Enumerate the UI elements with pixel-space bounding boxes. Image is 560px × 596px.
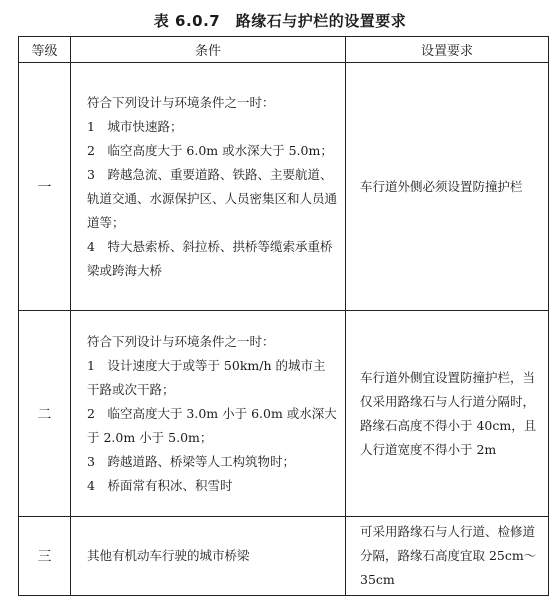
condition-item: 1 设计速度大于或等于 50km/h 的城市主干路或次干路； [87, 357, 326, 397]
condition-item: 4 桥面常有积冰、积雪时 [87, 477, 233, 493]
condition-item: 3 跨越道路、桥梁等人工构筑物时； [87, 453, 295, 469]
requirement-cell [346, 63, 549, 311]
condition-item: 1 城市快速路； [87, 118, 183, 134]
requirement-text: 车行道外侧必须设置防撞护栏 [360, 178, 523, 194]
header-grade: 等级 [19, 37, 71, 63]
requirement-text: 车行道外侧宜设置防撞护栏，当仅采用路缘石与人行道分隔时，路缘石高度不得小于 40cm，且人行道宽度不得小于 2m [360, 369, 537, 457]
header-requirements: 设置要求 [346, 37, 549, 63]
condition-item: 2 临空高度大于 6.0m 或水深大于 5.0m； [87, 142, 333, 158]
table-title: 表 6.0.7 路缘石与护栏的设置要求 [153, 12, 407, 30]
requirement-cell [346, 517, 549, 596]
conditions-cell [71, 517, 346, 596]
requirements-table [18, 36, 549, 596]
conditions-intro: 符合下列设计与环境条件之一时： [87, 333, 275, 349]
condition-item: 3 跨越急流、重要道路、铁路、主要航道、轨道交通、水源保护区、人员密集区和人员通道等； [87, 166, 338, 230]
condition-item: 2 临空高度大于 3.0m 小于 6.0m 或水深大于 2.0m 小于 5.0m； [87, 405, 337, 445]
table-row [19, 311, 549, 517]
grade-cell: 二 [19, 311, 71, 517]
conditions-intro: 符合下列设计与环境条件之一时： [87, 94, 275, 110]
header-row [19, 37, 549, 63]
header-conditions: 条件 [71, 37, 346, 63]
requirement-cell [346, 311, 549, 517]
grade-cell: 一 [19, 63, 71, 311]
grade-cell: 三 [19, 517, 71, 596]
table-row [19, 517, 549, 596]
condition-item: 4 特大悬索桥、斜拉桥、拱桥等缆索承重桥梁或跨海大桥 [87, 238, 333, 278]
conditions-cell [71, 311, 346, 517]
requirement-text: 可采用路缘石与人行道、检修道分隔，路缘石高度宜取 25cm～35cm [360, 524, 537, 587]
conditions-cell [71, 63, 346, 311]
table-row [19, 63, 549, 311]
condition-item: 其他有机动车行驶的城市桥梁 [87, 548, 250, 563]
